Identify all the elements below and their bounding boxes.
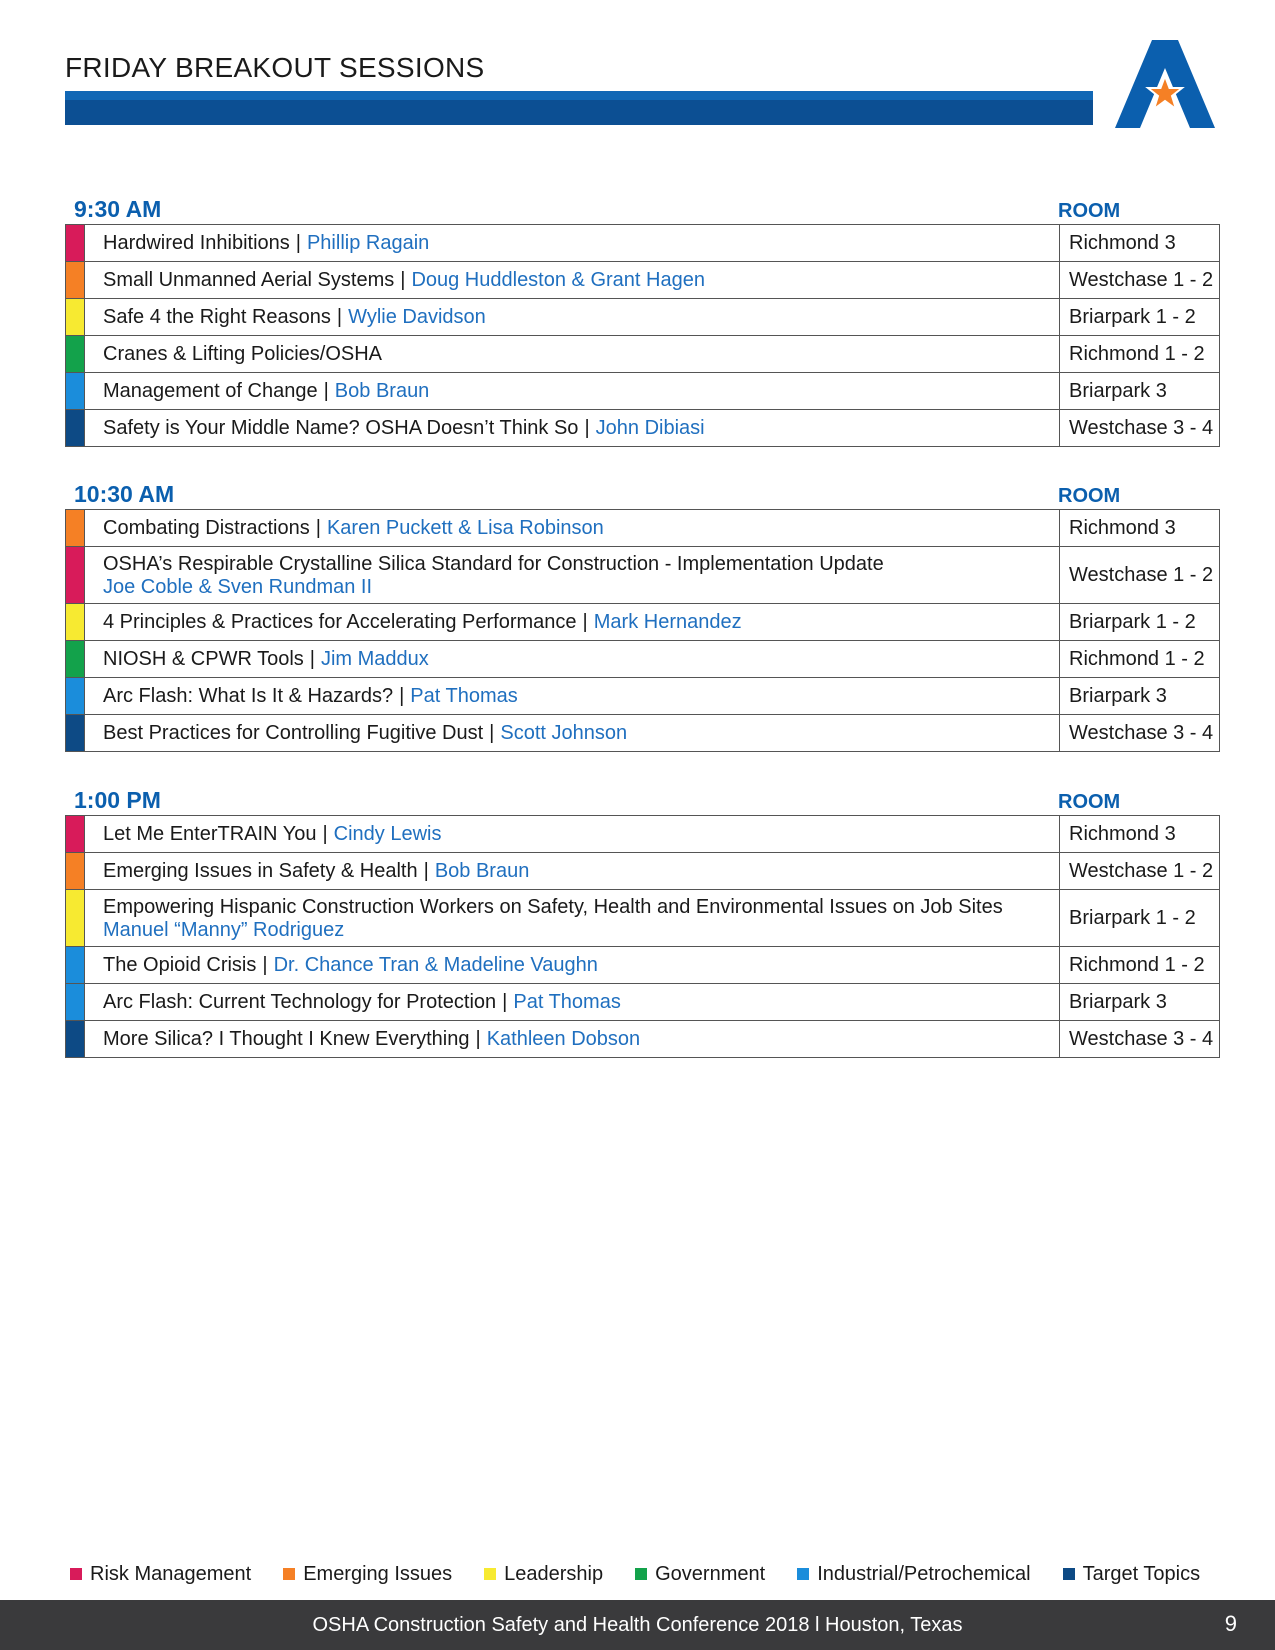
legend-label: Target Topics (1082, 1562, 1201, 1585)
session-speaker: Kathleen Dobson (486, 1028, 641, 1050)
session-block-930 (65, 196, 1220, 447)
session-title-cell (85, 262, 1060, 299)
session-room: Briarpark 1 - 2 (1060, 604, 1220, 641)
session-row (66, 604, 1220, 641)
session-speaker: Bob Braun (434, 860, 530, 882)
separator: | (582, 611, 588, 633)
session-title: Arc Flash: What Is It & Hazards? (103, 685, 394, 707)
session-title-cell (85, 373, 1060, 410)
footer (0, 1600, 1275, 1650)
session-speaker: Mark Hernandez (593, 611, 742, 633)
legend-item-emerging (283, 1563, 452, 1586)
separator: | (423, 860, 429, 882)
session-row (66, 410, 1220, 447)
session-row (66, 715, 1220, 752)
uta-star-a-logo-icon (1115, 40, 1215, 128)
session-row (66, 510, 1220, 547)
session-title-cell (85, 336, 1060, 373)
session-title-cell (85, 984, 1060, 1021)
legend-swatch (484, 1568, 496, 1580)
session-table (65, 224, 1220, 447)
session-room: Briarpark 1 - 2 (1060, 890, 1220, 947)
legend-swatch (797, 1568, 809, 1580)
session-title-cell (85, 816, 1060, 853)
session-room: Richmond 1 - 2 (1060, 336, 1220, 373)
session-speaker: Karen Puckett & Lisa Robinson (326, 517, 604, 539)
session-room: Richmond 3 (1060, 510, 1220, 547)
category-marker (66, 410, 85, 447)
legend-item-target (1063, 1563, 1200, 1586)
legend-swatch (283, 1568, 295, 1580)
session-title-cell (85, 604, 1060, 641)
session-room: Briarpark 1 - 2 (1060, 299, 1220, 336)
session-title: Small Unmanned Aerial Systems (103, 269, 395, 291)
session-room: Westchase 3 - 4 (1060, 715, 1220, 752)
legend-swatch (635, 1568, 647, 1580)
session-row (66, 816, 1220, 853)
legend-item-leadership (484, 1563, 603, 1586)
separator: | (399, 685, 405, 707)
page-title: FRIDAY BREAKOUT SESSIONS (65, 52, 485, 83)
page-number: 9 (1224, 1611, 1237, 1636)
session-title: Safe 4 the Right Reasons (103, 306, 331, 328)
legend-item-government (635, 1563, 765, 1586)
session-table (65, 815, 1220, 1058)
separator: | (315, 517, 321, 539)
session-title: Combating Distractions (103, 517, 310, 539)
category-marker (66, 547, 85, 604)
session-row (66, 678, 1220, 715)
category-marker (66, 510, 85, 547)
session-speaker: Pat Thomas (410, 685, 518, 707)
session-title: 4 Principles & Practices for Accelerating Performance (103, 611, 577, 633)
session-title-cell (85, 547, 1060, 604)
session-title-cell (85, 225, 1060, 262)
category-marker (66, 1021, 85, 1058)
session-title-cell (85, 410, 1060, 447)
legend-swatch (1063, 1568, 1075, 1580)
category-marker (66, 947, 85, 984)
session-title-cell (85, 947, 1060, 984)
separator: | (489, 722, 495, 744)
room-header: ROOM (1058, 200, 1121, 222)
category-marker (66, 984, 85, 1021)
session-title: Best Practices for Controlling Fugitive Dust (103, 722, 484, 744)
separator: | (336, 306, 343, 328)
session-title-cell (85, 510, 1060, 547)
session-speaker: Pat Thomas (513, 991, 621, 1013)
legend-label: Industrial/Petrochemical (817, 1562, 1031, 1585)
session-row (66, 947, 1220, 984)
category-marker (66, 641, 85, 678)
category-marker (66, 336, 85, 373)
session-title-cell (85, 890, 1060, 947)
separator: | (262, 954, 268, 976)
session-room: Richmond 3 (1060, 816, 1220, 853)
separator: | (322, 823, 328, 845)
session-speaker: Scott Johnson (500, 722, 628, 744)
session-room: Westchase 1 - 2 (1060, 853, 1220, 890)
session-title-cell (85, 1021, 1060, 1058)
session-speaker: Cindy Lewis (333, 823, 442, 845)
session-room: Westchase 3 - 4 (1060, 410, 1220, 447)
separator: | (400, 269, 406, 291)
session-row (66, 890, 1220, 947)
session-title: Empowering Hispanic Construction Workers on Safety, Health and Environmental Issues on Job Sites (103, 895, 1003, 918)
session-block-100 (65, 787, 1220, 1058)
legend-item-industrial (797, 1563, 1030, 1586)
category-legend (70, 1560, 1230, 1588)
legend-label: Government (655, 1562, 766, 1585)
category-marker (66, 262, 85, 299)
session-table (65, 509, 1220, 752)
session-row (66, 225, 1220, 262)
session-room: Briarpark 3 (1060, 373, 1220, 410)
separator: | (295, 232, 301, 254)
session-block-1030 (65, 481, 1220, 752)
session-time: 10:30 AM (74, 481, 175, 507)
session-room: Richmond 1 - 2 (1060, 641, 1220, 678)
session-title: Arc Flash: Current Technology for Protection (103, 991, 497, 1013)
session-title: NIOSH & CPWR Tools (103, 648, 304, 670)
session-row (66, 641, 1220, 678)
session-row (66, 373, 1220, 410)
session-row (66, 336, 1220, 373)
session-time: 9:30 AM (74, 196, 162, 222)
category-marker (66, 225, 85, 262)
separator: | (475, 1028, 481, 1050)
session-row (66, 1021, 1220, 1058)
session-title-cell (85, 715, 1060, 752)
session-room: Westchase 1 - 2 (1060, 547, 1220, 604)
session-title-cell (85, 678, 1060, 715)
session-speaker: Wylie Davidson (348, 306, 486, 328)
session-speaker: Manuel “Manny” Rodriguez (103, 918, 345, 941)
separator: | (309, 648, 315, 670)
session-speaker: Doug Huddleston & Grant Hagen (411, 269, 705, 291)
separator: | (502, 991, 508, 1013)
category-marker (66, 604, 85, 641)
session-row (66, 547, 1220, 604)
session-speaker: Jim Maddux (320, 648, 429, 670)
category-marker (66, 373, 85, 410)
session-title: Safety is Your Middle Name? OSHA Doesn’t Think So (103, 417, 579, 439)
session-time: 1:00 PM (74, 787, 161, 813)
session-title: Management of Change (103, 380, 318, 402)
session-speaker: Bob Braun (334, 380, 430, 402)
session-speaker: John Dibiasi (595, 417, 705, 439)
session-title: The Opioid Crisis (103, 954, 257, 976)
session-title: More Silica? I Thought I Knew Everything (103, 1028, 470, 1050)
category-marker (66, 715, 85, 752)
session-row (66, 299, 1220, 336)
session-row (66, 262, 1220, 299)
session-room: Westchase 1 - 2 (1060, 262, 1220, 299)
room-header: ROOM (1058, 791, 1121, 813)
session-row (66, 984, 1220, 1021)
session-title-cell (85, 853, 1060, 890)
session-title: Hardwired Inhibitions (103, 232, 290, 254)
session-title-cell (85, 641, 1060, 678)
session-speaker: Dr. Chance Tran & Madeline Vaughn (273, 954, 598, 976)
session-speaker: Joe Coble & Sven Rundman II (103, 575, 373, 598)
session-title: OSHA’s Respirable Crystalline Silica Standard for Construction - Implementation Update (103, 552, 884, 575)
separator: | (323, 380, 329, 402)
category-marker (66, 816, 85, 853)
session-row (66, 853, 1220, 890)
legend-swatch (70, 1568, 82, 1580)
room-header: ROOM (1058, 485, 1121, 507)
session-room: Richmond 3 (1060, 225, 1220, 262)
session-title: Cranes & Lifting Policies/OSHA (103, 343, 383, 365)
category-marker (66, 853, 85, 890)
category-marker (66, 890, 85, 947)
category-marker (66, 678, 85, 715)
legend-item-risk (70, 1563, 251, 1586)
session-room: Briarpark 3 (1060, 678, 1220, 715)
legend-label: Leadership (504, 1562, 604, 1585)
session-title-cell (85, 299, 1060, 336)
legend-label: Risk Management (90, 1562, 252, 1585)
session-room: Richmond 1 - 2 (1060, 947, 1220, 984)
footer-text: OSHA Construction Safety and Health Conference 2018 l Houston, Texas (312, 1614, 963, 1636)
separator: | (584, 417, 590, 439)
session-room: Briarpark 3 (1060, 984, 1220, 1021)
session-room: Westchase 3 - 4 (1060, 1021, 1220, 1058)
legend-label: Emerging Issues (303, 1562, 453, 1585)
session-speaker: Phillip Ragain (306, 232, 430, 254)
session-title: Emerging Issues in Safety & Health (103, 860, 418, 882)
title-bar (65, 91, 1093, 125)
session-title: Let Me EnterTRAIN You (103, 823, 317, 845)
category-marker (66, 299, 85, 336)
